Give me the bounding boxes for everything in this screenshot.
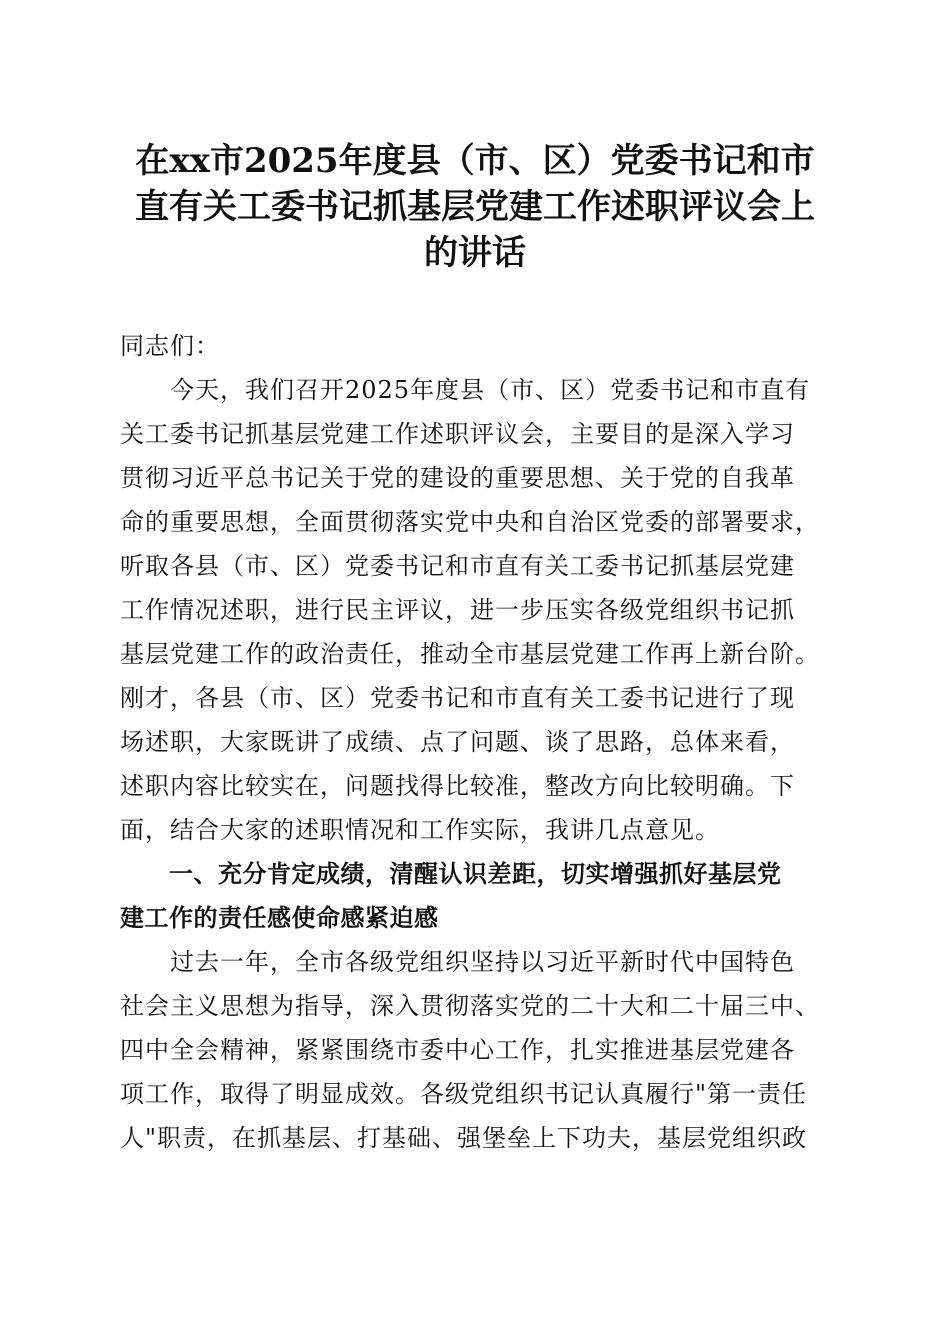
title-line: 在xx市2025年度县（市、区）党委书记和市 [135, 141, 815, 181]
paragraph-line: 听取各县（市、区）党委书记和市直有关工委书记抓基层党建 [120, 552, 795, 580]
paragraph-line: 命的重要思想，全面贯彻落实党中央和自治区党委的部署要求， [120, 508, 820, 536]
paragraph-line: 四中全会精神，紧紧围绕市委中心工作，扎实推进基层党建各 [120, 1036, 795, 1064]
paragraph-line: 刚才，各县（市、区）党委书记和市直有关工委书记进行了现 [120, 684, 795, 712]
section-heading-1 [120, 852, 832, 940]
paragraph-line: 场述职，大家既讲了成绩、点了问题、谈了思路，总体来看， [120, 728, 795, 756]
paragraph-line: 项工作，取得了明显成效。各级党组织书记认真履行"第一责任 [120, 1080, 808, 1108]
heading-line: 一、充分肯定成绩，清醒认识差距，切实增强抓好基层党 [120, 860, 782, 888]
paragraph-line: 面，结合大家的述职情况和工作实际，我讲几点意见。 [120, 816, 720, 844]
paragraph-line: 关工委书记抓基层党建工作述职评议会，主要目的是深入学习 [120, 420, 795, 448]
paragraph-line: 基层党建工作的政治责任，推动全市基层党建工作再上新台阶。 [120, 640, 820, 668]
paragraph-1 [120, 368, 832, 852]
heading-line: 建工作的责任感使命感紧迫感 [120, 904, 439, 932]
title-line: 的讲话 [424, 233, 526, 273]
paragraph-line: 述职内容比较实在，问题找得比较准，整改方向比较明确。下 [120, 772, 795, 800]
paragraph-line: 社会主义思想为指导，深入贯彻落实党的二十大和二十届三中、 [120, 992, 820, 1020]
paragraph-line: 工作情况述职，进行民主评议，进一步压实各级党组织书记抓 [120, 596, 795, 624]
document-title [100, 138, 850, 276]
paragraph-line: 人"职责，在抓基层、打基础、强堡垒上下功夫，基层党组织政 [120, 1124, 808, 1152]
salutation: 同志们： [120, 332, 220, 360]
paragraph-line: 过去一年，全市各级党组织坚持以习近平新时代中国特色 [120, 948, 795, 976]
paragraph-line: 贯彻习近平总书记关于党的建设的重要思想、关于党的自我革 [120, 464, 795, 492]
document-body [120, 324, 832, 1160]
title-line: 直有关工委书记抓基层党建工作述职评议会上 [135, 187, 815, 227]
paragraph-line: 今天，我们召开2025年度县（市、区）党委书记和市直有 [120, 376, 811, 404]
paragraph-2 [120, 940, 832, 1160]
